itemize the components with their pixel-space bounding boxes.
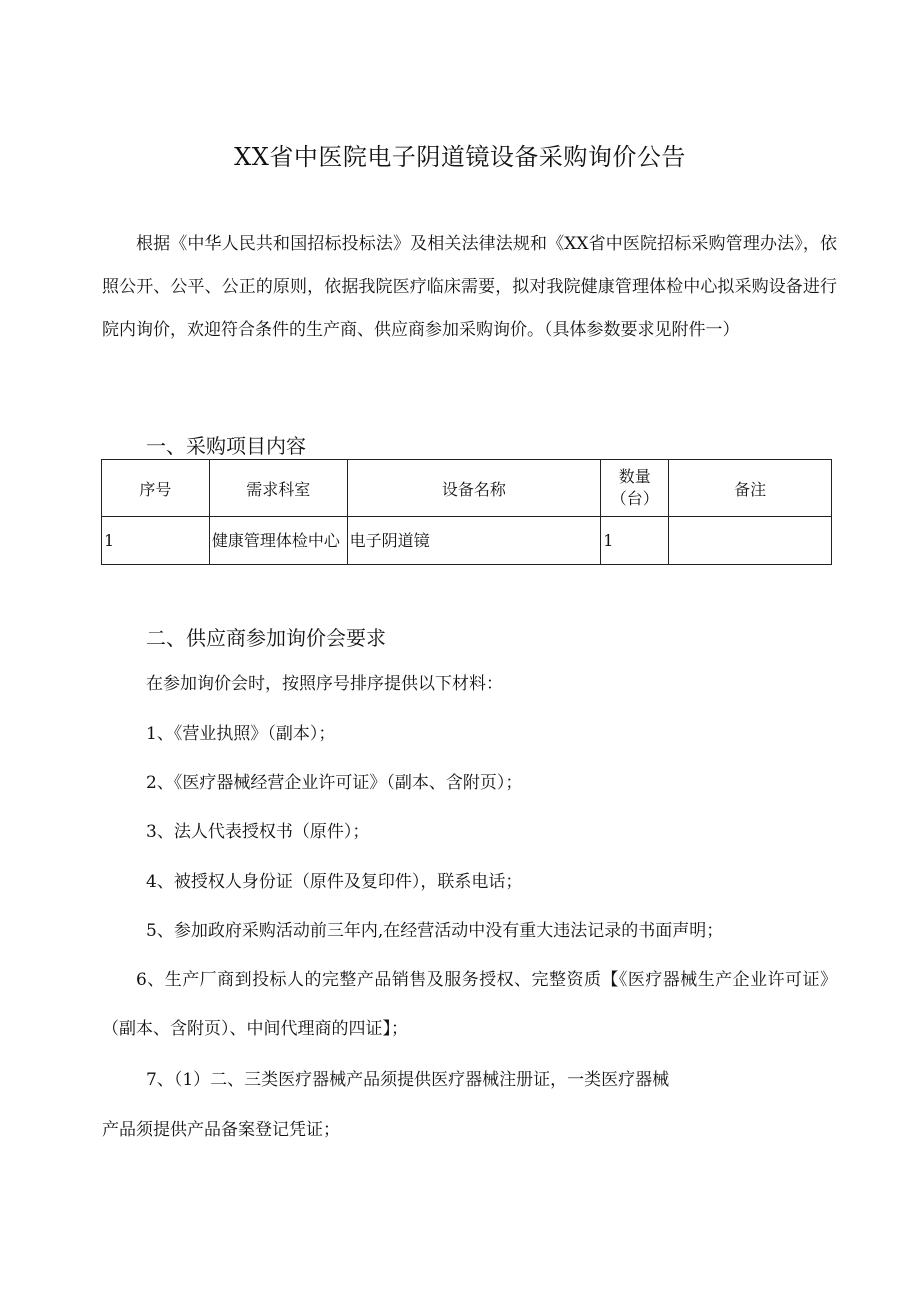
section-1-heading: 一、采购项目内容 — [146, 434, 306, 458]
cell-qty: 1 — [601, 517, 669, 565]
requirement-item-1: 1、《营业执照》（副本）； — [146, 724, 336, 744]
intro-paragraph: 根据《中华人民共和国招标投标法》及相关法律法规和《XX省中医院招标采购管理办法》，依照公开、公平、公正的原则，依据我院医疗临床需要，拟对我院健康管理体检中心拟采购设备进行院内询价，欢迎符合条件的生产商、供应商参加采购询价。（具体参数要求见附件一） — [102, 234, 837, 340]
header-remark: 备注 — [669, 460, 832, 517]
requirement-item-7-line-2: 产品须提供产品备案登记凭证； — [102, 1120, 340, 1140]
cell-device: 电子阴道镜 — [347, 517, 601, 565]
page-title: XX省中医院电子阴道镜设备采购询价公告 — [234, 143, 686, 171]
header-device: 设备名称 — [347, 460, 601, 517]
cell-dept: 健康管理体检中心 — [209, 517, 347, 565]
requirement-item-4: 4、被授权人身份证（原件及复印件），联系电话； — [146, 872, 523, 892]
requirement-item-3: 3、法人代表授权书（原件）； — [146, 822, 370, 842]
header-no: 序号 — [102, 460, 210, 517]
procurement-table — [101, 459, 832, 565]
cell-no: 1 — [102, 517, 210, 565]
table-row — [102, 517, 832, 565]
cell-remark — [669, 517, 832, 565]
header-qty: 数量（台） — [601, 460, 669, 517]
requirement-item-2: 2、《医疗器械经营企业许可证》（副本、含附页）； — [146, 773, 523, 793]
requirement-item-6: 6、生产厂商到投标人的完整产品销售及服务授权、完整资质【《医疗器械生产企业许可证》（副本、含附页）、中间代理商的四证】； — [102, 970, 837, 1039]
section-2-heading: 二、供应商参加询价会要求 — [146, 626, 386, 650]
header-dept: 需求科室 — [209, 460, 347, 517]
requirement-item-5: 5、参加政府采购活动前三年内,在经营活动中没有重大违法记录的书面声明； — [146, 921, 724, 941]
requirement-item-7-line-1: 7、（1）二、三类医疗器械产品须提供医疗器械注册证，一类医疗器械 — [146, 1070, 670, 1090]
section-2-lead: 在参加询价会时，按照序号排序提供以下材料： — [146, 674, 503, 694]
table-header-row — [102, 460, 832, 517]
